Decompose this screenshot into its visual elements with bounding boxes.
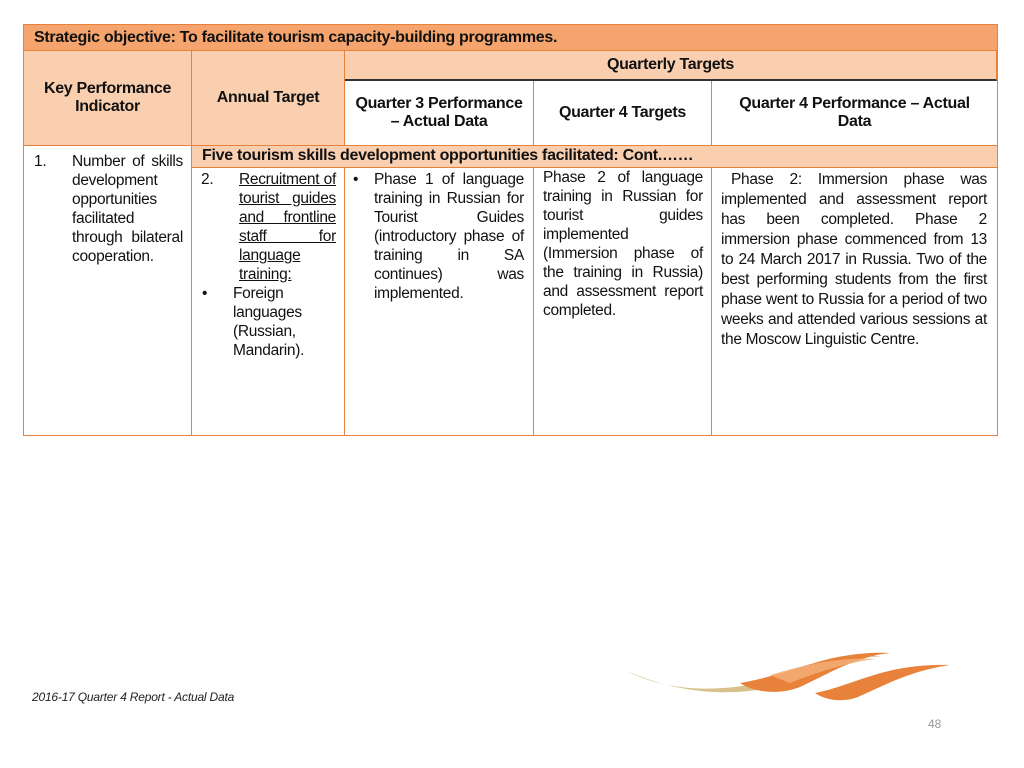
header-kpi: Key Performance Indicator: [24, 51, 192, 146]
header-q3-performance: Quarter 3 Performance – Actual Data: [345, 81, 534, 146]
header-annual-target: Annual Target: [192, 51, 345, 146]
q3-performance-cell: [345, 168, 534, 435]
report-label: 2016-17 Quarter 4 Report - Actual Data: [32, 690, 235, 704]
header-quarterly-targets: Quarterly Targets: [345, 51, 997, 81]
kpi-number: 1.: [34, 153, 47, 170]
annual-text-plain: Recruitment of tourist guides and frontline staff for: [239, 171, 336, 245]
bullet-icon: •: [202, 285, 208, 302]
q3-bullet: Phase 1 of language training in Russian for Tourist Guides (introductory phase of training in SA continues) was implemented.: [374, 171, 524, 302]
annual-bullet: Foreign languages (Russian, Mandarin).: [233, 285, 305, 359]
annual-text-tail: training:: [239, 266, 292, 283]
kpi-table: [23, 24, 998, 436]
annual-target-cell: [192, 168, 345, 435]
header-q4-targets: Quarter 4 Targets: [534, 81, 712, 146]
q4-actual-cell: Phase 2: Immersion phase was implemented and assessment report has been completed. Phase 2 immersion phase commenced from 13 to 24 March 2017 in Russia. Two of the best performing students from the first phase went to Russia for a period of two weeks and attended various sessions at the Moscow Linguistic Centre.: [712, 168, 997, 435]
kpi-cell: [24, 146, 192, 435]
q4-target-cell: Phase 2 of language training in Russian for tourist guides implemented (Immersion phase of the training in Russia) and assessment report completed.: [534, 168, 712, 435]
bullet-icon: •: [353, 171, 359, 188]
strategic-objective-heading: Strategic objective: To facilitate tourism capacity-building programmes.: [24, 25, 997, 51]
annual-text: [239, 170, 336, 284]
annual-number: 2.: [201, 171, 214, 188]
page-number: 48: [928, 717, 942, 731]
header-q4-performance: Quarter 4 Performance – Actual Data: [712, 81, 997, 146]
subheading: Five tourism skills development opportunities facilitated: Cont.……: [192, 146, 997, 168]
annual-text-underlined: language: [239, 247, 301, 264]
swoosh-logo-icon: [620, 645, 955, 705]
kpi-text: Number of skills development opportunities facilitated through bilateral cooperation.: [72, 153, 183, 265]
